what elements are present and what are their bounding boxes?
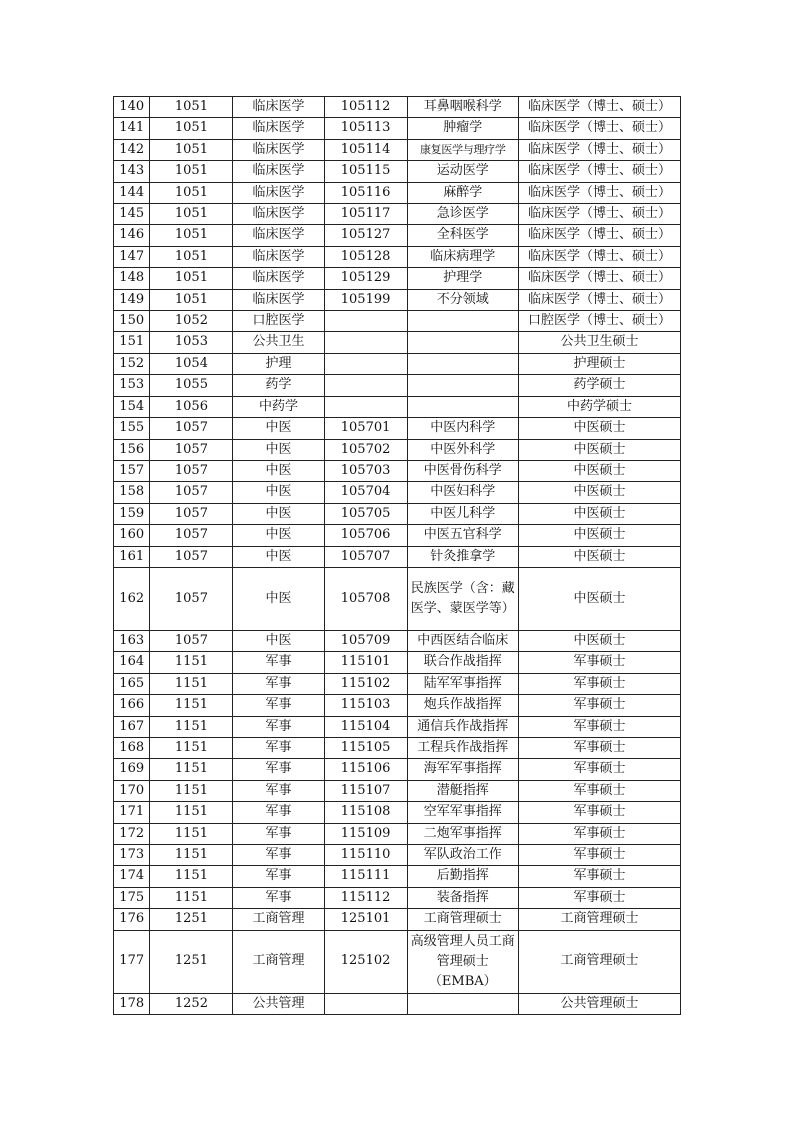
- field-name-cell: 海军军事指挥: [407, 759, 518, 780]
- table-row: [114, 695, 681, 716]
- table-row: [114, 652, 681, 673]
- field-name-cell: 护理学: [407, 268, 518, 289]
- major-code-cell: 1151: [150, 780, 233, 801]
- major-code-cell: 1051: [150, 268, 233, 289]
- major-name-cell: 临床医学: [233, 246, 324, 267]
- row-number-cell: 149: [114, 289, 150, 310]
- field-name-cell: 工商管理硕士: [407, 909, 518, 930]
- major-code-cell: 1151: [150, 887, 233, 908]
- field-code-cell: 115109: [324, 823, 407, 844]
- field-name-cell: 麻醉学: [407, 182, 518, 203]
- major-name-cell: 护理: [233, 353, 324, 374]
- field-code-cell: [324, 353, 407, 374]
- major-name-cell: 中医: [233, 567, 324, 630]
- major-code-cell: 1151: [150, 716, 233, 737]
- major-name-cell: 临床医学: [233, 182, 324, 203]
- major-code-cell: 1057: [150, 546, 233, 567]
- field-code-cell: 105199: [324, 289, 407, 310]
- major-code-cell: 1151: [150, 866, 233, 887]
- field-code-cell: 105113: [324, 118, 407, 139]
- degree-name-cell: 工商管理硕士: [518, 909, 680, 930]
- field-code-cell: [324, 332, 407, 353]
- major-code-cell: 1151: [150, 823, 233, 844]
- field-name-cell: 陆军军事指挥: [407, 673, 518, 694]
- field-code-cell: 115106: [324, 759, 407, 780]
- field-code-cell: 105706: [324, 525, 407, 546]
- degree-name-cell: 军事硕士: [518, 802, 680, 823]
- table-row: [114, 353, 681, 374]
- field-name-cell: 中医五官科学: [407, 525, 518, 546]
- table-row: [114, 887, 681, 908]
- major-code-cell: 1051: [150, 204, 233, 225]
- field-name-cell: 针灸推拿学: [407, 546, 518, 567]
- row-number-cell: 151: [114, 332, 150, 353]
- field-code-cell: 105127: [324, 225, 407, 246]
- field-code-cell: 125102: [324, 930, 407, 993]
- degree-name-cell: 临床医学（博士、硕士）: [518, 118, 680, 139]
- field-name-cell: [407, 375, 518, 396]
- field-name-cell: [407, 396, 518, 417]
- table-row: [114, 375, 681, 396]
- degree-name-cell: 中药学硕士: [518, 396, 680, 417]
- degree-table-page: [113, 96, 681, 1015]
- field-name-cell: 空军军事指挥: [407, 802, 518, 823]
- row-number-cell: 177: [114, 930, 150, 993]
- degree-name-cell: 军事硕士: [518, 759, 680, 780]
- row-number-cell: 155: [114, 418, 150, 439]
- field-name-cell: 炮兵作战指挥: [407, 695, 518, 716]
- row-number-cell: 164: [114, 652, 150, 673]
- row-number-cell: 153: [114, 375, 150, 396]
- degree-name-cell: 临床医学（博士、硕士）: [518, 204, 680, 225]
- degree-name-cell: 军事硕士: [518, 695, 680, 716]
- row-number-cell: 169: [114, 759, 150, 780]
- field-code-cell: 105702: [324, 439, 407, 460]
- major-name-cell: 临床医学: [233, 225, 324, 246]
- table-row: [114, 268, 681, 289]
- field-code-cell: 105701: [324, 418, 407, 439]
- degree-name-cell: 临床医学（博士、硕士）: [518, 246, 680, 267]
- field-code-cell: 115104: [324, 716, 407, 737]
- degree-name-cell: 中医硕士: [518, 525, 680, 546]
- degree-name-cell: 军事硕士: [518, 866, 680, 887]
- field-name-cell: 潜艇指挥: [407, 780, 518, 801]
- row-number-cell: 178: [114, 993, 150, 1014]
- major-name-cell: 军事: [233, 673, 324, 694]
- major-code-cell: 1252: [150, 993, 233, 1014]
- field-code-cell: 105128: [324, 246, 407, 267]
- major-code-cell: 1251: [150, 909, 233, 930]
- table-row: [114, 439, 681, 460]
- degree-name-cell: 临床医学（博士、硕士）: [518, 182, 680, 203]
- degree-name-cell: 军事硕士: [518, 887, 680, 908]
- major-code-cell: 1057: [150, 418, 233, 439]
- table-row: [114, 332, 681, 353]
- table-row: [114, 289, 681, 310]
- field-name-cell: 中医骨伤科学: [407, 460, 518, 481]
- major-code-cell: 1057: [150, 503, 233, 524]
- major-name-cell: 军事: [233, 695, 324, 716]
- row-number-cell: 148: [114, 268, 150, 289]
- row-number-cell: 171: [114, 802, 150, 823]
- row-number-cell: 174: [114, 866, 150, 887]
- field-name-cell: 工程兵作战指挥: [407, 737, 518, 758]
- major-name-cell: 临床医学: [233, 204, 324, 225]
- degree-name-cell: 军事硕士: [518, 780, 680, 801]
- major-name-cell: 药学: [233, 375, 324, 396]
- field-name-cell: 中医外科学: [407, 439, 518, 460]
- row-number-cell: 170: [114, 780, 150, 801]
- field-code-cell: 115103: [324, 695, 407, 716]
- major-code-cell: 1056: [150, 396, 233, 417]
- field-code-cell: 115102: [324, 673, 407, 694]
- major-code-cell: 1151: [150, 759, 233, 780]
- major-name-cell: 军事: [233, 866, 324, 887]
- table-row: [114, 246, 681, 267]
- row-number-cell: 145: [114, 204, 150, 225]
- degree-name-cell: 中医硕士: [518, 482, 680, 503]
- degree-name-cell: 工商管理硕士: [518, 930, 680, 993]
- major-name-cell: 中医: [233, 482, 324, 503]
- field-code-cell: [324, 375, 407, 396]
- table-row: [114, 460, 681, 481]
- field-code-cell: 115105: [324, 737, 407, 758]
- table-row: [114, 182, 681, 203]
- field-code-cell: 115111: [324, 866, 407, 887]
- field-code-cell: 105705: [324, 503, 407, 524]
- row-number-cell: 150: [114, 311, 150, 332]
- table-row: [114, 139, 681, 160]
- row-number-cell: 157: [114, 460, 150, 481]
- degree-name-cell: 公共管理硕士: [518, 993, 680, 1014]
- degree-name-cell: 临床医学（博士、硕士）: [518, 139, 680, 160]
- field-code-cell: 105117: [324, 204, 407, 225]
- major-name-cell: 口腔医学: [233, 311, 324, 332]
- degree-name-cell: 临床医学（博士、硕士）: [518, 225, 680, 246]
- field-name-cell: 急诊医学: [407, 204, 518, 225]
- row-number-cell: 173: [114, 845, 150, 866]
- table-row: [114, 204, 681, 225]
- degree-name-cell: 公共卫生硕士: [518, 332, 680, 353]
- table-row: [114, 567, 681, 630]
- field-name-cell: 通信兵作战指挥: [407, 716, 518, 737]
- field-name-cell: 肿瘤学: [407, 118, 518, 139]
- row-number-cell: 146: [114, 225, 150, 246]
- field-name-cell: 联合作战指挥: [407, 652, 518, 673]
- major-code-cell: 1052: [150, 311, 233, 332]
- field-name-cell: 中医妇科学: [407, 482, 518, 503]
- major-code-cell: 1055: [150, 375, 233, 396]
- table-row: [114, 396, 681, 417]
- degree-name-cell: 军事硕士: [518, 673, 680, 694]
- degree-name-cell: 军事硕士: [518, 845, 680, 866]
- row-number-cell: 175: [114, 887, 150, 908]
- field-name-cell: [407, 993, 518, 1014]
- degree-name-cell: 中医硕士: [518, 418, 680, 439]
- table-row: [114, 482, 681, 503]
- table-row: [114, 866, 681, 887]
- major-name-cell: 军事: [233, 823, 324, 844]
- row-number-cell: 158: [114, 482, 150, 503]
- degree-name-cell: 中医硕士: [518, 503, 680, 524]
- field-code-cell: 105708: [324, 567, 407, 630]
- table-row: [114, 525, 681, 546]
- major-code-cell: 1057: [150, 567, 233, 630]
- major-name-cell: 临床医学: [233, 118, 324, 139]
- table-body: [114, 97, 681, 1015]
- major-code-cell: 1151: [150, 802, 233, 823]
- major-name-cell: 临床医学: [233, 139, 324, 160]
- major-name-cell: 军事: [233, 759, 324, 780]
- field-code-cell: 115107: [324, 780, 407, 801]
- row-number-cell: 166: [114, 695, 150, 716]
- major-code-cell: 1051: [150, 289, 233, 310]
- row-number-cell: 161: [114, 546, 150, 567]
- major-name-cell: 中医: [233, 503, 324, 524]
- degree-name-cell: 中医硕士: [518, 546, 680, 567]
- degree-name-cell: 口腔医学（博士、硕士）: [518, 311, 680, 332]
- major-code-cell: 1053: [150, 332, 233, 353]
- major-code-cell: 1051: [150, 161, 233, 182]
- major-name-cell: 军事: [233, 887, 324, 908]
- field-code-cell: 105129: [324, 268, 407, 289]
- major-code-cell: 1151: [150, 737, 233, 758]
- table-row: [114, 97, 681, 118]
- field-code-cell: 105703: [324, 460, 407, 481]
- field-name-cell: 中医内科学: [407, 418, 518, 439]
- major-name-cell: 中医: [233, 460, 324, 481]
- table-row: [114, 311, 681, 332]
- field-code-cell: 115110: [324, 845, 407, 866]
- field-name-cell: 中医儿科学: [407, 503, 518, 524]
- major-code-cell: 1151: [150, 845, 233, 866]
- major-code-cell: 1057: [150, 630, 233, 651]
- degree-name-cell: 临床医学（博士、硕士）: [518, 97, 680, 118]
- field-code-cell: 105704: [324, 482, 407, 503]
- major-code-cell: 1051: [150, 182, 233, 203]
- major-name-cell: 军事: [233, 845, 324, 866]
- degree-name-cell: 中医硕士: [518, 630, 680, 651]
- table-row: [114, 737, 681, 758]
- major-name-cell: 中医: [233, 525, 324, 546]
- table-row: [114, 802, 681, 823]
- major-code-cell: 1057: [150, 460, 233, 481]
- field-name-cell: 装备指挥: [407, 887, 518, 908]
- field-code-cell: 105112: [324, 97, 407, 118]
- degree-name-cell: 中医硕士: [518, 460, 680, 481]
- major-code-cell: 1051: [150, 118, 233, 139]
- table-row: [114, 716, 681, 737]
- field-code-cell: 115112: [324, 887, 407, 908]
- field-name-cell: 运动医学: [407, 161, 518, 182]
- field-name-cell: 康复医学与理疗学: [407, 139, 518, 160]
- field-name-cell: 耳鼻咽喉科学: [407, 97, 518, 118]
- row-number-cell: 159: [114, 503, 150, 524]
- major-name-cell: 中医: [233, 418, 324, 439]
- degree-name-cell: 军事硕士: [518, 716, 680, 737]
- field-code-cell: [324, 396, 407, 417]
- field-name-cell: 全科医学: [407, 225, 518, 246]
- table-row: [114, 780, 681, 801]
- field-code-cell: 105116: [324, 182, 407, 203]
- row-number-cell: 143: [114, 161, 150, 182]
- major-name-cell: 军事: [233, 780, 324, 801]
- row-number-cell: 160: [114, 525, 150, 546]
- major-name-cell: 中医: [233, 439, 324, 460]
- degree-field-table: [113, 96, 681, 1015]
- field-code-cell: [324, 311, 407, 332]
- major-code-cell: 1151: [150, 652, 233, 673]
- major-code-cell: 1054: [150, 353, 233, 374]
- row-number-cell: 172: [114, 823, 150, 844]
- row-number-cell: 141: [114, 118, 150, 139]
- table-row: [114, 845, 681, 866]
- major-code-cell: 1051: [150, 139, 233, 160]
- field-code-cell: [324, 993, 407, 1014]
- table-row: [114, 930, 681, 993]
- field-name-cell: [407, 311, 518, 332]
- major-name-cell: 临床医学: [233, 289, 324, 310]
- field-code-cell: 125101: [324, 909, 407, 930]
- field-code-cell: 105114: [324, 139, 407, 160]
- row-number-cell: 142: [114, 139, 150, 160]
- major-code-cell: 1151: [150, 695, 233, 716]
- major-code-cell: 1151: [150, 673, 233, 694]
- field-name-cell: 民族医学（含：藏医学、蒙医学等）: [407, 567, 518, 630]
- row-number-cell: 176: [114, 909, 150, 930]
- degree-name-cell: 军事硕士: [518, 737, 680, 758]
- field-name-cell: 二炮军事指挥: [407, 823, 518, 844]
- row-number-cell: 163: [114, 630, 150, 651]
- major-code-cell: 1057: [150, 525, 233, 546]
- major-name-cell: 工商管理: [233, 909, 324, 930]
- major-code-cell: 1251: [150, 930, 233, 993]
- degree-name-cell: 临床医学（博士、硕士）: [518, 268, 680, 289]
- degree-name-cell: 临床医学（博士、硕士）: [518, 289, 680, 310]
- field-name-cell: 中西医结合临床: [407, 630, 518, 651]
- field-code-cell: 115108: [324, 802, 407, 823]
- major-code-cell: 1051: [150, 97, 233, 118]
- row-number-cell: 140: [114, 97, 150, 118]
- major-name-cell: 临床医学: [233, 161, 324, 182]
- major-name-cell: 中药学: [233, 396, 324, 417]
- major-code-cell: 1051: [150, 246, 233, 267]
- row-number-cell: 168: [114, 737, 150, 758]
- field-code-cell: 105707: [324, 546, 407, 567]
- major-name-cell: 临床医学: [233, 268, 324, 289]
- degree-name-cell: 护理硕士: [518, 353, 680, 374]
- major-code-cell: 1057: [150, 439, 233, 460]
- degree-name-cell: 军事硕士: [518, 652, 680, 673]
- row-number-cell: 167: [114, 716, 150, 737]
- degree-name-cell: 军事硕士: [518, 823, 680, 844]
- degree-name-cell: 中医硕士: [518, 567, 680, 630]
- row-number-cell: 147: [114, 246, 150, 267]
- field-name-cell: 军队政治工作: [407, 845, 518, 866]
- row-number-cell: 154: [114, 396, 150, 417]
- field-name-cell: [407, 353, 518, 374]
- major-code-cell: 1051: [150, 225, 233, 246]
- table-row: [114, 503, 681, 524]
- table-row: [114, 909, 681, 930]
- table-row: [114, 630, 681, 651]
- row-number-cell: 152: [114, 353, 150, 374]
- table-row: [114, 418, 681, 439]
- major-name-cell: 军事: [233, 737, 324, 758]
- major-name-cell: 公共管理: [233, 993, 324, 1014]
- table-row: [114, 225, 681, 246]
- row-number-cell: 156: [114, 439, 150, 460]
- row-number-cell: 165: [114, 673, 150, 694]
- table-row: [114, 118, 681, 139]
- major-name-cell: 军事: [233, 802, 324, 823]
- major-name-cell: 临床医学: [233, 97, 324, 118]
- table-row: [114, 823, 681, 844]
- field-name-cell: 高级管理人员工商管理硕士（EMBA）: [407, 930, 518, 993]
- table-row: [114, 546, 681, 567]
- major-name-cell: 中医: [233, 546, 324, 567]
- field-code-cell: 115101: [324, 652, 407, 673]
- field-name-cell: 不分领域: [407, 289, 518, 310]
- field-name-cell: 后勤指挥: [407, 866, 518, 887]
- field-name-cell: [407, 332, 518, 353]
- major-name-cell: 公共卫生: [233, 332, 324, 353]
- field-code-cell: 105709: [324, 630, 407, 651]
- major-name-cell: 工商管理: [233, 930, 324, 993]
- row-number-cell: 144: [114, 182, 150, 203]
- field-name-cell: 临床病理学: [407, 246, 518, 267]
- major-name-cell: 中医: [233, 630, 324, 651]
- field-code-cell: 105115: [324, 161, 407, 182]
- table-row: [114, 759, 681, 780]
- table-row: [114, 673, 681, 694]
- degree-name-cell: 临床医学（博士、硕士）: [518, 161, 680, 182]
- degree-name-cell: 药学硕士: [518, 375, 680, 396]
- row-number-cell: 162: [114, 567, 150, 630]
- major-name-cell: 军事: [233, 652, 324, 673]
- table-row: [114, 161, 681, 182]
- major-name-cell: 军事: [233, 716, 324, 737]
- degree-name-cell: 中医硕士: [518, 439, 680, 460]
- major-code-cell: 1057: [150, 482, 233, 503]
- table-row: [114, 993, 681, 1014]
